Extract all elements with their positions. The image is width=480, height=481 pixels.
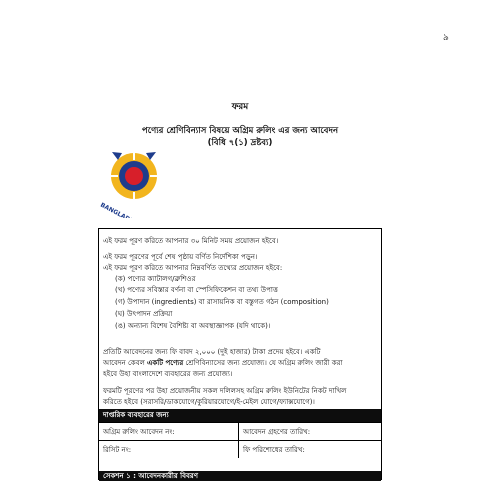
required-item: (ক) পণ্যের ক্যাটালগ/ব্রুশিওর [115,275,196,283]
instruction-line: এই ফরম পূরণ করিতে আপনার ৩০ মিনিট সময় প্রয়োজন হইবে। [103,237,279,245]
submission-text: করিতে হইবে (সরাসরি/ডাকযোগে/কুরিয়ারযোগে/ই-মেইল যোগে/ফ্যাক্সযোগে)। [103,398,315,406]
bangladesh-customs-logo [92,148,176,218]
section-1-header: সেকশন ১ : আবেদনকারীর বিবরণ [99,471,381,481]
office-use-header: দাপ্তরিক ব্যবহারের জন্য [99,409,381,422]
page-number: ৯ [443,33,449,43]
instructions-box [98,228,382,480]
instruction-line: এই ফরম পূরণ করিতে আপনার নিম্নবর্ণিত তথ্যের প্রয়োজন হইবে: [103,264,283,272]
fee-text: হইবে উহা বাংলাদেশে ব্যবহারের জন্য প্রযোজ্য। [103,370,233,378]
required-item: (ঙ) অন্যান্য বিশেষ বৈশিষ্ট্য বা অবস্থাজ্ঞাপক (যদি থাকে)। [115,322,271,330]
submission-text: ফরমটি পূরণের পর উহা প্রয়োজনীয় সকল দলিলসহ অগ্রিম রুলিং ইউনিটের নিকট দাখিল [103,387,347,395]
application-number-field[interactable]: অগ্রিম রুলিং আবেদন নং: [99,422,239,440]
receipt-date-field[interactable]: আবেদন গ্রহণের তারিখ: [239,422,381,440]
receipt-number-field[interactable]: রিসিট নং: [99,440,239,458]
form-subtitle: পণ্যের শ্রেণিবিন্যাস বিষয়ে অগ্রিম রুলিং এর জন্য আবেদন [141,126,339,136]
fee-text: প্রতিটি আবেদনের জন্য ফি বাবদ ২,০০০ (দুই হাজার) টাকা প্রদেয় হইবে। একটি [103,348,321,356]
required-item: (খ) পণ্যের সবিস্তার বর্ণনা বা স্পেসিফিকেশন বা তথ্য উপাত্ত [115,286,278,294]
rule-reference: (বিধি ৭(১) দ্রষ্টব্য) [207,138,273,148]
fee-text: আবেদন কেবল একটি পণ্যের শ্রেণিবিন্যাসের জন্য প্রযোজ্য। যে অগ্রিম রুলিং জারী করা [103,359,343,367]
logo-text [99,202,174,218]
fee-payment-date-field[interactable]: ফি পরিশোধের তারিখ: [239,440,381,458]
required-item: (ঘ) উৎপাদন প্রক্রিয়া [115,310,173,318]
required-item: (গ) উপাদান (ingredients) বা রাসায়নিক বা বস্তুগত গঠন (composition) [115,298,329,306]
form-title: ফরম [231,102,249,112]
instruction-line: এই ফরম পূরণের পূর্বে শেষ পৃষ্ঠায় বর্ণিত নির্দেশিকা পড়ুন। [103,253,258,261]
